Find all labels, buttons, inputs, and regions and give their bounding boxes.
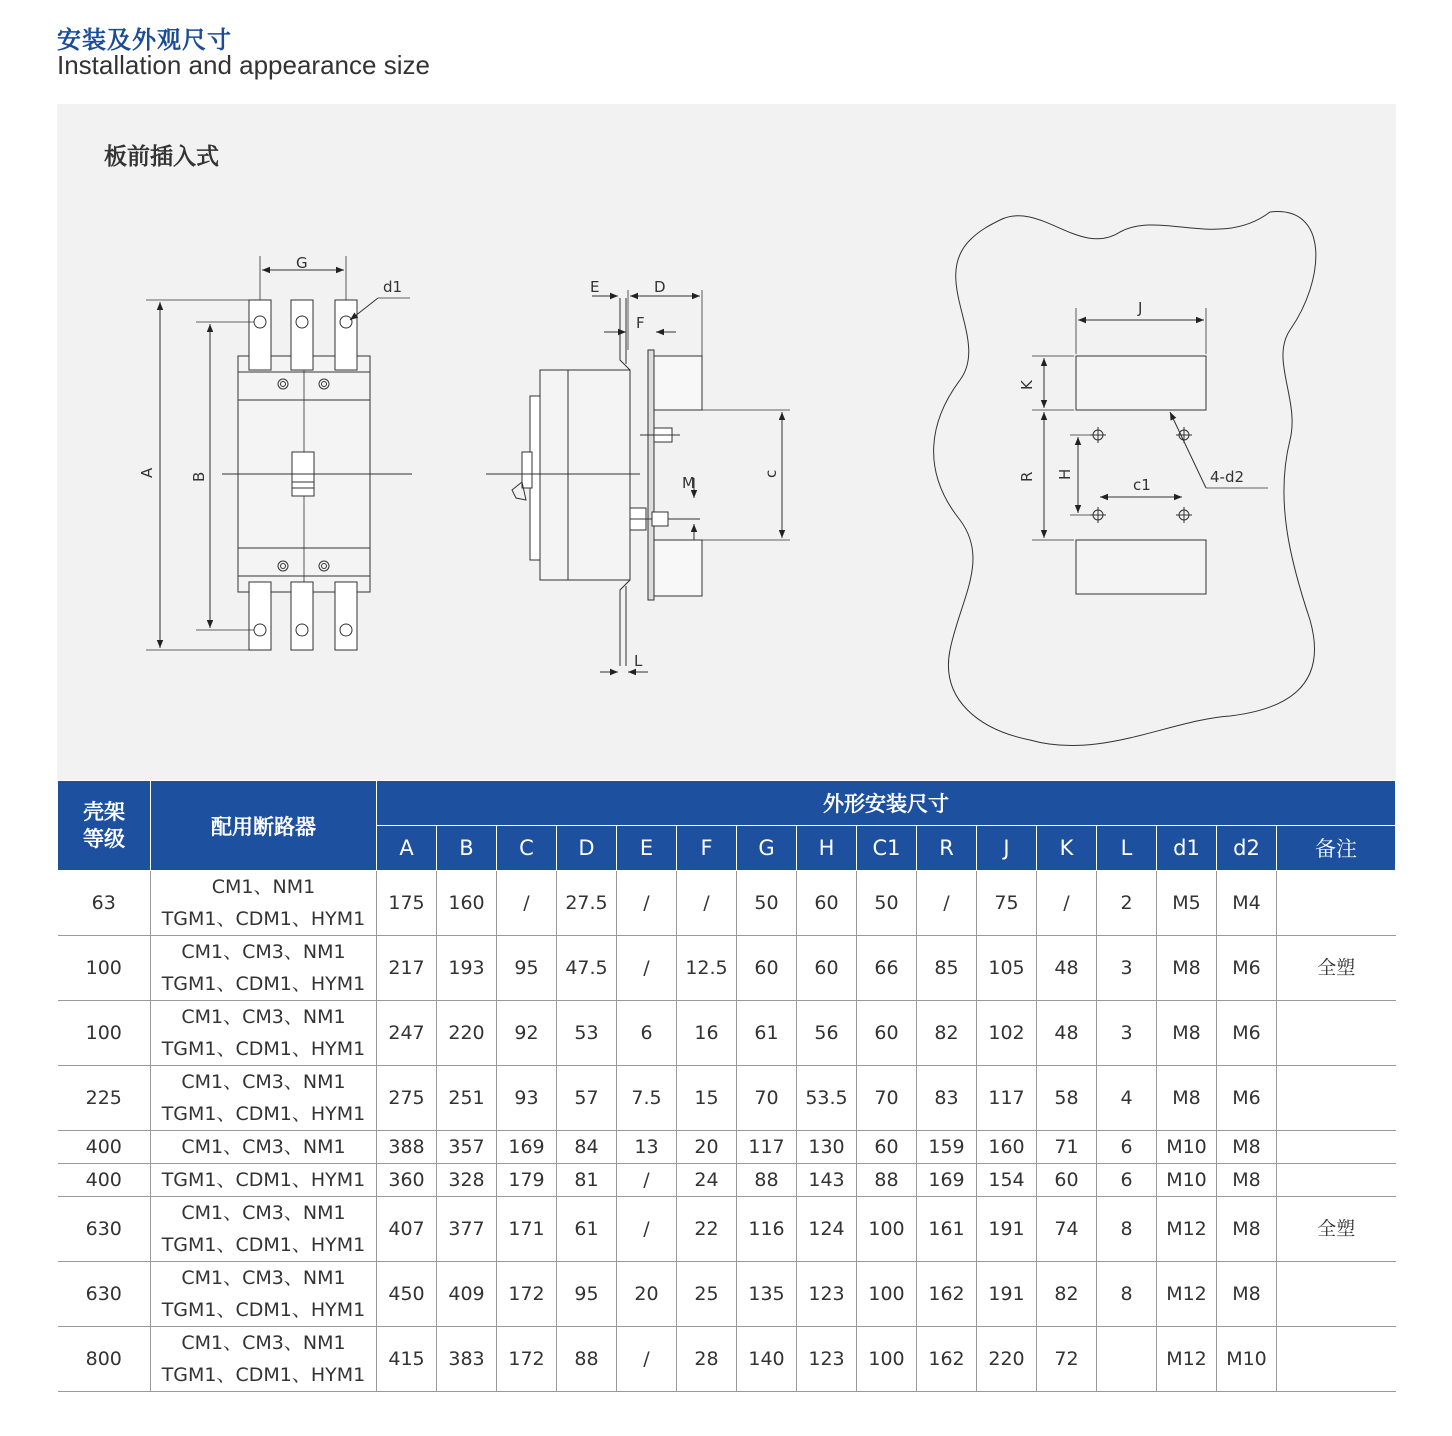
frame-cell: 630 xyxy=(58,1262,151,1327)
value-cell: 169 xyxy=(917,1164,977,1197)
value-cell: 13 xyxy=(617,1131,677,1164)
label-G: G xyxy=(296,254,308,272)
value-cell: 7.5 xyxy=(617,1066,677,1131)
value-cell: / xyxy=(617,1197,677,1262)
value-cell: 169 xyxy=(497,1131,557,1164)
value-cell: 61 xyxy=(737,1001,797,1066)
value-cell: 191 xyxy=(977,1197,1037,1262)
breaker-line: TGM1、CDM1、HYM1 xyxy=(161,908,366,930)
value-cell: 47.5 xyxy=(557,936,617,1001)
value-cell xyxy=(1277,1001,1396,1066)
value-cell: M8 xyxy=(1217,1164,1277,1197)
value-cell: 50 xyxy=(857,871,917,936)
breaker-cell xyxy=(151,936,377,1001)
value-cell xyxy=(1277,1164,1396,1197)
value-cell: 12.5 xyxy=(677,936,737,1001)
value-cell: 60 xyxy=(797,936,857,1001)
label-c: c xyxy=(762,469,780,478)
column-header: E xyxy=(617,826,677,871)
value-cell: 93 xyxy=(497,1066,557,1131)
label-K: K xyxy=(1018,380,1036,390)
frame-cell: 400 xyxy=(58,1164,151,1197)
value-cell: 100 xyxy=(857,1327,917,1392)
header-dims: 外形安装尺寸 xyxy=(377,781,1396,826)
value-cell xyxy=(1277,1262,1396,1327)
column-header: H xyxy=(797,826,857,871)
value-cell: / xyxy=(617,871,677,936)
value-cell: 66 xyxy=(857,936,917,1001)
value-cell: 88 xyxy=(557,1327,617,1392)
page-title-cn: 安装及外观尺寸 xyxy=(57,26,232,54)
value-cell: / xyxy=(617,1164,677,1197)
dimension-table xyxy=(57,780,1396,1392)
front-view xyxy=(146,256,412,650)
value-cell: 60 xyxy=(857,1131,917,1164)
table-row xyxy=(58,1262,1396,1327)
value-cell: 161 xyxy=(917,1197,977,1262)
breaker-cell xyxy=(151,1262,377,1327)
value-cell: 123 xyxy=(797,1262,857,1327)
column-header: R xyxy=(917,826,977,871)
column-header: D xyxy=(557,826,617,871)
value-cell: / xyxy=(917,871,977,936)
column-header: A xyxy=(377,826,437,871)
breaker-line: TGM1、CDM1、HYM1 xyxy=(161,1364,366,1386)
value-cell: M10 xyxy=(1157,1164,1217,1197)
frame-cell: 630 xyxy=(58,1197,151,1262)
table-row xyxy=(58,1197,1396,1262)
value-cell: 105 xyxy=(977,936,1037,1001)
value-cell xyxy=(1277,1327,1396,1392)
value-cell: 58 xyxy=(1037,1066,1097,1131)
value-cell: 84 xyxy=(557,1131,617,1164)
breaker-cell xyxy=(151,1131,377,1164)
value-cell: 88 xyxy=(737,1164,797,1197)
value-cell: 15 xyxy=(677,1066,737,1131)
header-frame: 壳架 等级 xyxy=(58,781,151,871)
value-cell: 95 xyxy=(497,936,557,1001)
label-c1: c1 xyxy=(1133,476,1151,494)
value-cell: 81 xyxy=(557,1164,617,1197)
value-cell: 53 xyxy=(557,1001,617,1066)
value-cell: 172 xyxy=(497,1327,557,1392)
value-cell: 360 xyxy=(377,1164,437,1197)
value-cell: 28 xyxy=(677,1327,737,1392)
value-cell: 48 xyxy=(1037,1001,1097,1066)
value-cell: 53.5 xyxy=(797,1066,857,1131)
value-cell: 160 xyxy=(437,871,497,936)
value-cell: 193 xyxy=(437,936,497,1001)
value-cell: / xyxy=(617,936,677,1001)
value-cell: 415 xyxy=(377,1327,437,1392)
breaker-line: CM1、CM3、NM1 xyxy=(181,1136,346,1158)
value-cell: / xyxy=(497,871,557,936)
table-row xyxy=(58,1131,1396,1164)
label-H: H xyxy=(1056,468,1074,480)
value-cell: 82 xyxy=(1037,1262,1097,1327)
value-cell: 247 xyxy=(377,1001,437,1066)
table-row xyxy=(58,871,1396,936)
value-cell: 20 xyxy=(677,1131,737,1164)
breaker-line: TGM1、CDM1、HYM1 xyxy=(161,1299,366,1321)
breaker-line: TGM1、CDM1、HYM1 xyxy=(161,1103,366,1125)
value-cell: M10 xyxy=(1217,1327,1277,1392)
value-cell: 全塑 xyxy=(1277,1197,1396,1262)
value-cell: 162 xyxy=(917,1262,977,1327)
frame-cell: 225 xyxy=(58,1066,151,1131)
value-cell: M8 xyxy=(1217,1197,1277,1262)
value-cell: 172 xyxy=(497,1262,557,1327)
value-cell: 409 xyxy=(437,1262,497,1327)
value-cell: 383 xyxy=(437,1327,497,1392)
value-cell: M4 xyxy=(1217,871,1277,936)
breaker-line: CM1、CM3、NM1 xyxy=(181,1071,346,1093)
value-cell: 175 xyxy=(377,871,437,936)
table-row xyxy=(58,1066,1396,1131)
value-cell: 75 xyxy=(977,871,1037,936)
value-cell: M6 xyxy=(1217,1066,1277,1131)
value-cell: 48 xyxy=(1037,936,1097,1001)
value-cell: 3 xyxy=(1097,936,1157,1001)
breaker-cell xyxy=(151,1001,377,1066)
value-cell: 159 xyxy=(917,1131,977,1164)
column-header: L xyxy=(1097,826,1157,871)
breaker-cell xyxy=(151,1066,377,1131)
label-D: D xyxy=(654,278,666,296)
breaker-line: CM1、NM1 xyxy=(211,876,316,898)
value-cell: M8 xyxy=(1157,1001,1217,1066)
value-cell: M6 xyxy=(1217,936,1277,1001)
breaker-line: CM1、CM3、NM1 xyxy=(181,1006,346,1028)
label-d1: d1 xyxy=(383,278,403,296)
value-cell xyxy=(1277,871,1396,936)
column-header: F xyxy=(677,826,737,871)
value-cell: 407 xyxy=(377,1197,437,1262)
value-cell: 60 xyxy=(737,936,797,1001)
label-A: A xyxy=(138,467,156,478)
value-cell: 25 xyxy=(677,1262,737,1327)
value-cell: 251 xyxy=(437,1066,497,1131)
value-cell: / xyxy=(1037,871,1097,936)
value-cell: 70 xyxy=(737,1066,797,1131)
label-L: L xyxy=(634,652,643,670)
value-cell: 20 xyxy=(617,1262,677,1327)
value-cell: 95 xyxy=(557,1262,617,1327)
value-cell: 3 xyxy=(1097,1001,1157,1066)
label-B: B xyxy=(190,471,208,482)
value-cell: 60 xyxy=(797,871,857,936)
value-cell: 102 xyxy=(977,1001,1037,1066)
side-view xyxy=(486,290,790,672)
value-cell: 72 xyxy=(1037,1327,1097,1392)
value-cell: 100 xyxy=(857,1262,917,1327)
value-cell: 4 xyxy=(1097,1066,1157,1131)
value-cell: 162 xyxy=(917,1327,977,1392)
value-cell: M10 xyxy=(1157,1131,1217,1164)
value-cell: M8 xyxy=(1217,1262,1277,1327)
value-cell: 24 xyxy=(677,1164,737,1197)
value-cell: 22 xyxy=(677,1197,737,1262)
value-cell: 143 xyxy=(797,1164,857,1197)
label-E: E xyxy=(590,278,600,296)
value-cell: 124 xyxy=(797,1197,857,1262)
value-cell: 220 xyxy=(437,1001,497,1066)
value-cell: 191 xyxy=(977,1262,1037,1327)
table-row xyxy=(58,1001,1396,1066)
column-header: 备注 xyxy=(1277,826,1396,871)
value-cell: 27.5 xyxy=(557,871,617,936)
value-cell: 71 xyxy=(1037,1131,1097,1164)
value-cell: M6 xyxy=(1217,1001,1277,1066)
section-label: 板前插入式 xyxy=(104,144,219,170)
column-header: G xyxy=(737,826,797,871)
value-cell: 450 xyxy=(377,1262,437,1327)
label-R: R xyxy=(1018,471,1036,482)
frame-cell: 100 xyxy=(58,936,151,1001)
value-cell: 328 xyxy=(437,1164,497,1197)
breaker-line: TGM1、CDM1、HYM1 xyxy=(161,1234,366,1256)
breaker-line: CM1、CM3、NM1 xyxy=(181,1332,346,1354)
value-cell: 100 xyxy=(857,1197,917,1262)
column-header: K xyxy=(1037,826,1097,871)
value-cell: M8 xyxy=(1157,936,1217,1001)
column-header: C xyxy=(497,826,557,871)
breaker-cell xyxy=(151,871,377,936)
frame-cell: 63 xyxy=(58,871,151,936)
value-cell: M8 xyxy=(1157,1066,1217,1131)
value-cell: 6 xyxy=(617,1001,677,1066)
value-cell: 8 xyxy=(1097,1197,1157,1262)
value-cell: 130 xyxy=(797,1131,857,1164)
value-cell: 全塑 xyxy=(1277,936,1396,1001)
value-cell: M8 xyxy=(1217,1131,1277,1164)
value-cell: 88 xyxy=(857,1164,917,1197)
frame-cell: 100 xyxy=(58,1001,151,1066)
value-cell: / xyxy=(617,1327,677,1392)
breaker-cell xyxy=(151,1197,377,1262)
value-cell: 160 xyxy=(977,1131,1037,1164)
value-cell: M12 xyxy=(1157,1262,1217,1327)
value-cell: / xyxy=(677,871,737,936)
value-cell xyxy=(1277,1131,1396,1164)
label-M: M xyxy=(682,474,695,492)
page-title-en: Installation and appearance size xyxy=(57,50,430,80)
value-cell: 50 xyxy=(737,871,797,936)
value-cell: 377 xyxy=(437,1197,497,1262)
column-header: d2 xyxy=(1217,826,1277,871)
value-cell: 6 xyxy=(1097,1131,1157,1164)
value-cell: 16 xyxy=(677,1001,737,1066)
value-cell: 56 xyxy=(797,1001,857,1066)
breaker-line: CM1、CM3、NM1 xyxy=(181,941,346,963)
breaker-cell xyxy=(151,1327,377,1392)
value-cell: 60 xyxy=(857,1001,917,1066)
value-cell: 357 xyxy=(437,1131,497,1164)
value-cell: M12 xyxy=(1157,1197,1217,1262)
value-cell: 140 xyxy=(737,1327,797,1392)
table-row xyxy=(58,1164,1396,1197)
breaker-line: TGM1、CDM1、HYM1 xyxy=(161,973,366,995)
breaker-cell xyxy=(151,1164,377,1197)
breaker-line: TGM1、CDM1、HYM1 xyxy=(161,1169,366,1191)
value-cell: 171 xyxy=(497,1197,557,1262)
value-cell: 92 xyxy=(497,1001,557,1066)
value-cell: 74 xyxy=(1037,1197,1097,1262)
value-cell: 179 xyxy=(497,1164,557,1197)
header-breaker: 配用断路器 xyxy=(151,781,377,871)
label-4-d2: 4-d2 xyxy=(1210,468,1245,486)
breaker-line: CM1、CM3、NM1 xyxy=(181,1267,346,1289)
value-cell: 154 xyxy=(977,1164,1037,1197)
frame-cell: 400 xyxy=(58,1131,151,1164)
column-header: C1 xyxy=(857,826,917,871)
breaker-line: CM1、CM3、NM1 xyxy=(181,1202,346,1224)
table-body xyxy=(58,871,1396,1392)
value-cell: 117 xyxy=(977,1066,1037,1131)
value-cell: 116 xyxy=(737,1197,797,1262)
value-cell: 60 xyxy=(1037,1164,1097,1197)
column-header: B xyxy=(437,826,497,871)
value-cell: M5 xyxy=(1157,871,1217,936)
value-cell: 82 xyxy=(917,1001,977,1066)
value-cell: 135 xyxy=(737,1262,797,1327)
value-cell: 123 xyxy=(797,1327,857,1392)
value-cell: 388 xyxy=(377,1131,437,1164)
value-cell: 220 xyxy=(977,1327,1037,1392)
label-J: J xyxy=(1138,299,1143,317)
value-cell: 61 xyxy=(557,1197,617,1262)
value-cell: 6 xyxy=(1097,1164,1157,1197)
value-cell xyxy=(1277,1066,1396,1131)
value-cell: 57 xyxy=(557,1066,617,1131)
value-cell: 217 xyxy=(377,936,437,1001)
mounting-diagram xyxy=(934,212,1316,746)
table-row xyxy=(58,1327,1396,1392)
value-cell: 85 xyxy=(917,936,977,1001)
value-cell: 117 xyxy=(737,1131,797,1164)
value-cell: 2 xyxy=(1097,871,1157,936)
value-cell: 275 xyxy=(377,1066,437,1131)
column-header: J xyxy=(977,826,1037,871)
value-cell: 8 xyxy=(1097,1262,1157,1327)
column-header: d1 xyxy=(1157,826,1217,871)
frame-cell: 800 xyxy=(58,1327,151,1392)
breaker-line: TGM1、CDM1、HYM1 xyxy=(161,1038,366,1060)
value-cell xyxy=(1097,1327,1157,1392)
value-cell: 83 xyxy=(917,1066,977,1131)
value-cell: 70 xyxy=(857,1066,917,1131)
value-cell: M12 xyxy=(1157,1327,1217,1392)
label-F: F xyxy=(636,314,645,332)
table-row xyxy=(58,936,1396,1001)
